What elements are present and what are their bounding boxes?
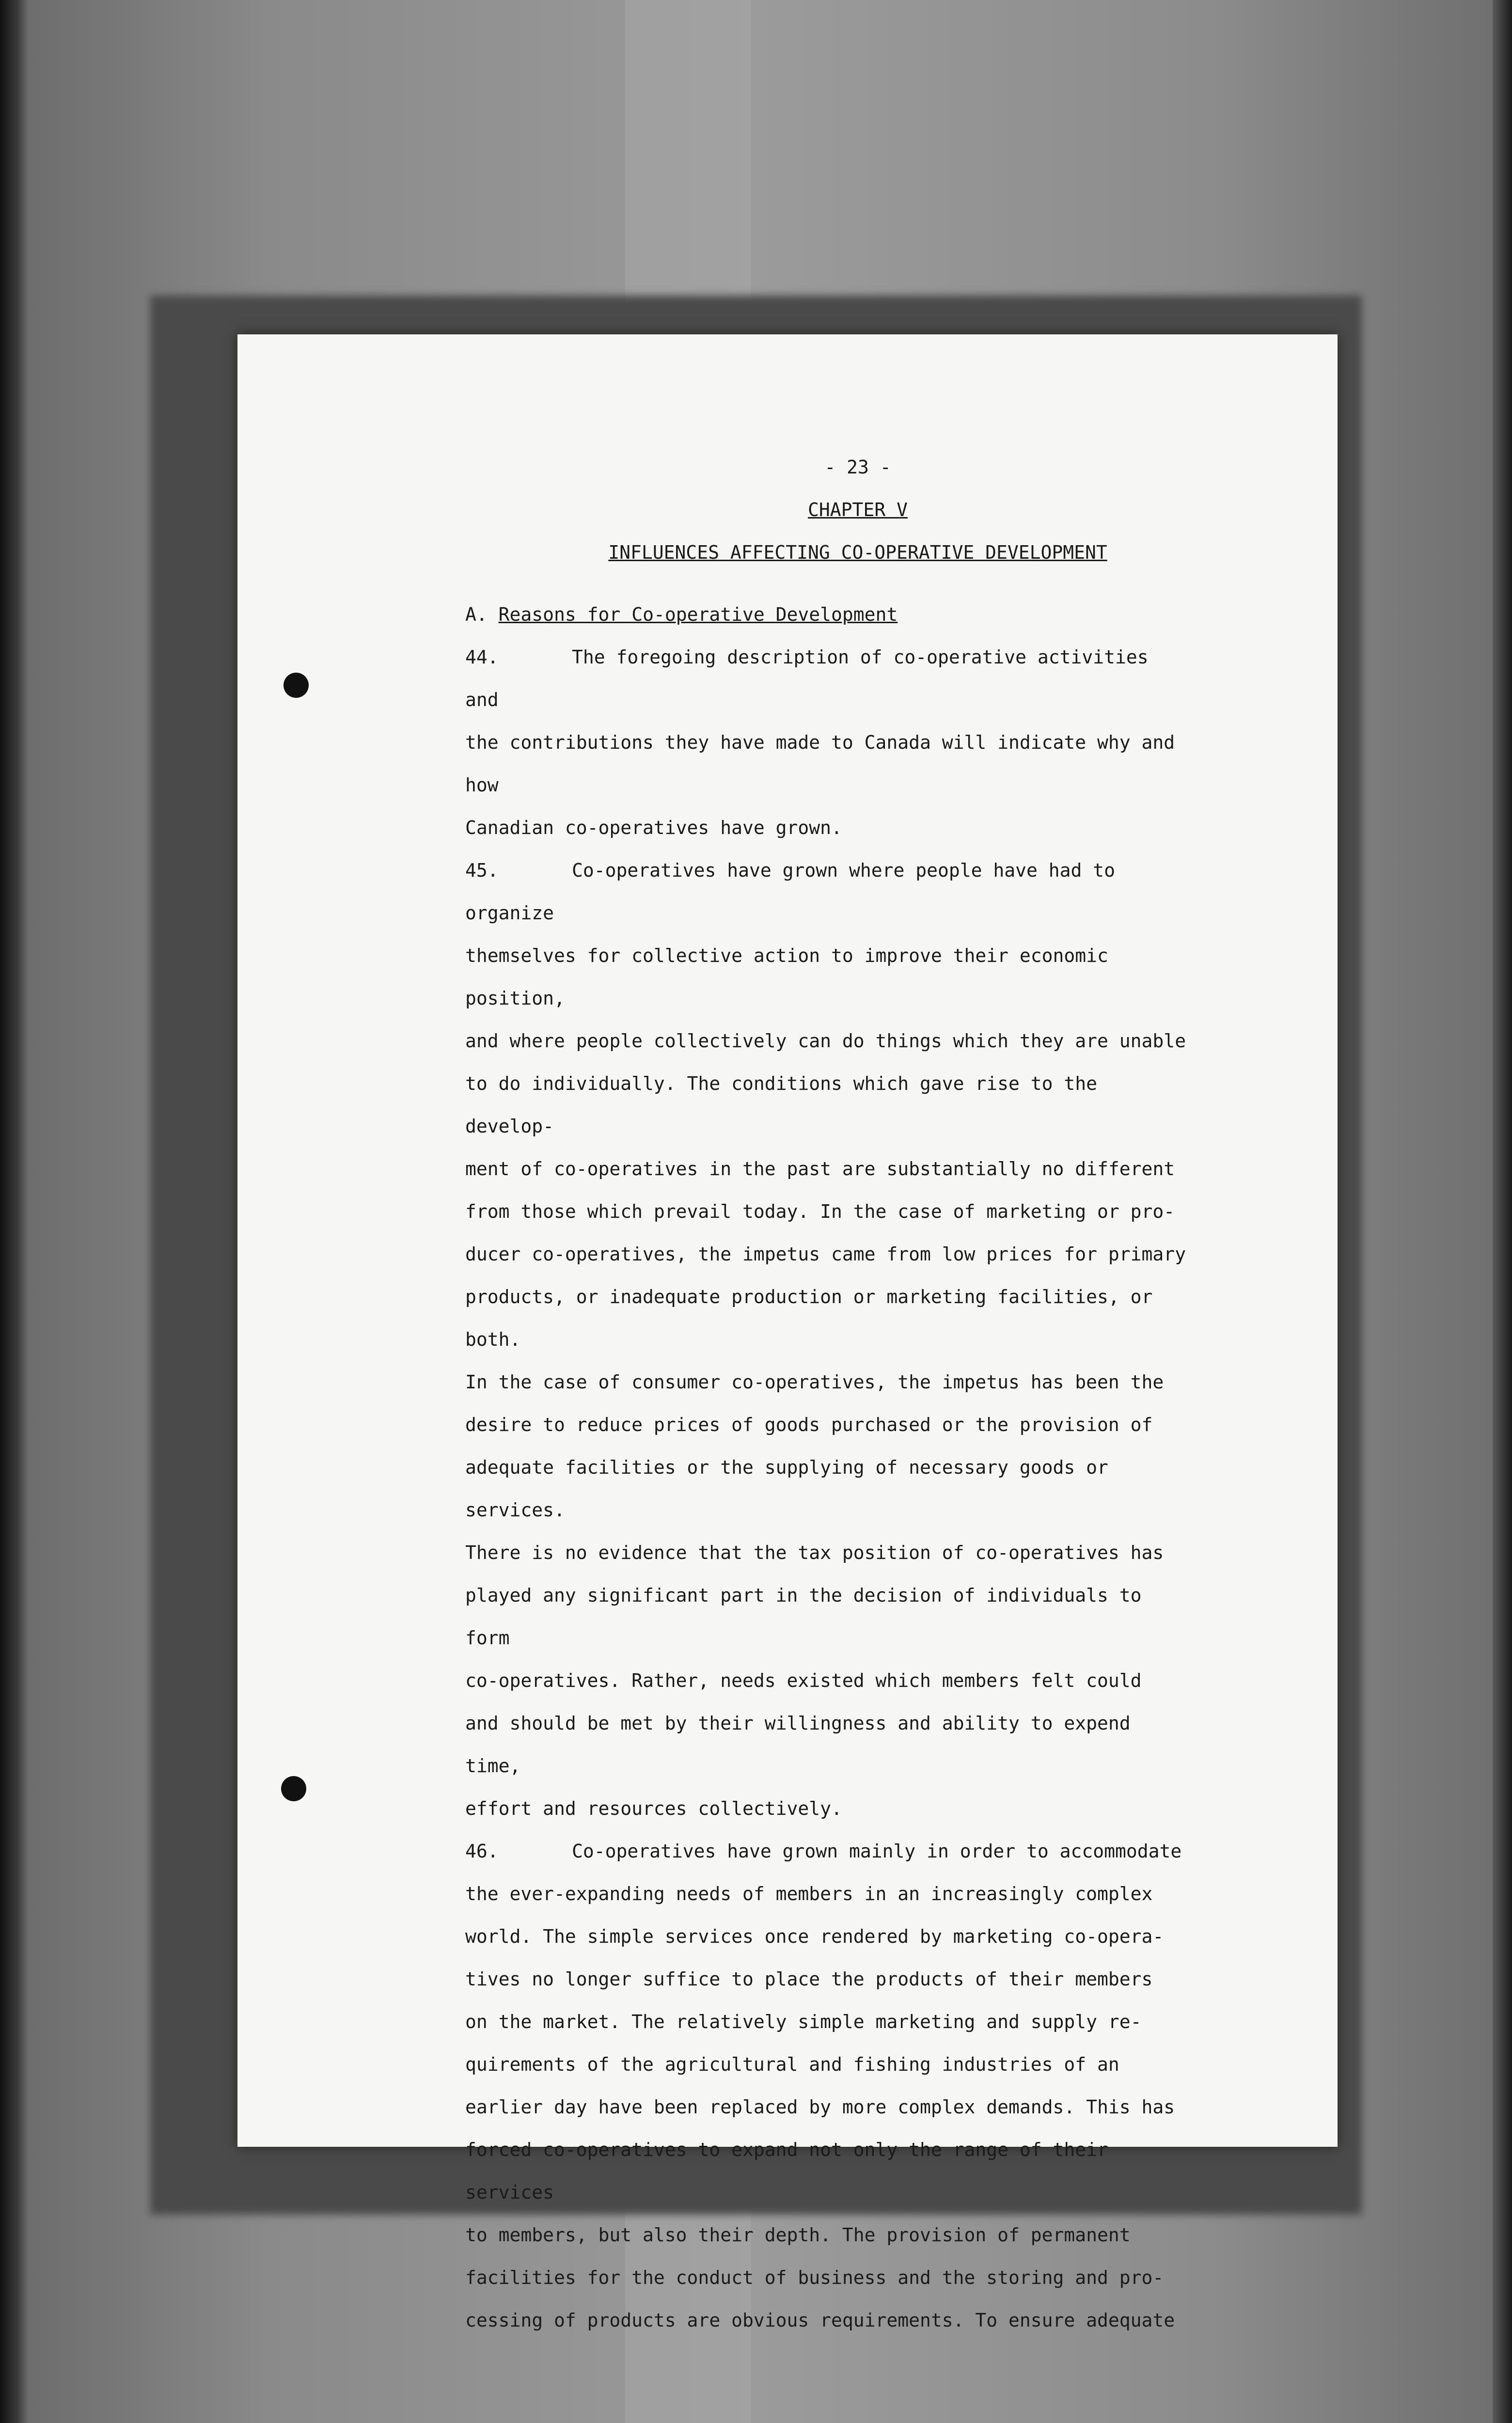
section-heading (465, 593, 1192, 636)
paragraph-number: 45. (465, 860, 499, 881)
paragraph-number: 44. (465, 646, 499, 668)
paragraph-line: adequate facilities or the supplying of necessary goods or services. (465, 1457, 1108, 1521)
paragraph-line: ment of co-operatives in the past are substantially no different (465, 1158, 1175, 1180)
punch-hole-top (284, 673, 309, 698)
film-left-edge (0, 0, 29, 2423)
paragraph-line: ducer co-operatives, the impetus came from low prices for primary (465, 1243, 1186, 1265)
paragraph-line: effort and resources collectively. (465, 1798, 842, 1819)
paragraph-line: cessing of products are obvious requirements. To ensure adequate (465, 2310, 1175, 2331)
paragraph-line: and where people collectively can do things which they are unable (465, 1030, 1186, 1052)
paragraph-line: In the case of consumer co-operatives, the impetus has been the (465, 1371, 1164, 1393)
paragraph-number: 46. (465, 1841, 499, 1862)
paragraph-line: to do individually. The conditions which gave rise to the develop- (465, 1073, 1098, 1137)
paragraph-45 (465, 849, 1192, 1830)
paragraph-line: forced co-operatives to expand not only the range of their services (465, 2139, 1108, 2203)
chapter-title: INFLUENCES AFFECTING CO-OPERATIVE DEVELOPMENT (608, 542, 1107, 563)
punch-hole-bottom (281, 1776, 306, 1801)
paragraph-line: co-operatives. Rather, needs existed which members felt could (465, 1670, 1142, 1691)
typed-text (465, 446, 1192, 2342)
paragraph-line: the ever-expanding needs of members in an increasingly complex (465, 1883, 1153, 1904)
paragraph-line: tives no longer suffice to place the products of their members (465, 1968, 1153, 1990)
paragraph-46 (465, 1830, 1192, 2342)
page-number: - 23 - (824, 456, 891, 478)
paragraph-line: Co-operatives have grown where people have had to organize (465, 860, 1116, 924)
paragraph-line: from those which prevail today. In the case of marketing or pro- (465, 1201, 1175, 1222)
paragraph-line: played any significant part in the decision of individuals to form (465, 1585, 1142, 1649)
film-right-edge (1493, 0, 1512, 2423)
paragraph-44 (465, 636, 1192, 849)
paragraph-line: the contributions they have made to Canada will indicate why and how (465, 732, 1175, 796)
paragraph-line: There is no evidence that the tax position of co-operatives has (465, 1542, 1164, 1563)
paragraph-line: desire to reduce prices of goods purchased or the provision of (465, 1414, 1153, 1435)
paragraph-line: on the market. The relatively simple marketing and supply re- (465, 2011, 1142, 2032)
section-title: Reasons for Co-operative Development (498, 604, 898, 625)
paragraph-line: quirements of the agricultural and fishing industries of an (465, 2054, 1119, 2075)
paragraph-line: Co-operatives have grown mainly in order to accommodate (572, 1841, 1182, 1862)
paragraph-line: earlier day have been replaced by more complex demands. This has (465, 2096, 1175, 2118)
paragraph-line: products, or inadequate production or marketing facilities, or both. (465, 1286, 1153, 1350)
paragraph-line: world. The simple services once rendered by marketing co-opera- (465, 1926, 1164, 1947)
section-letter: A. (465, 604, 488, 625)
paragraph-line: Canadian co-operatives have grown. (465, 817, 842, 838)
paragraph-line: to members, but also their depth. The provision of permanent (465, 2224, 1131, 2246)
paragraph-line: and should be met by their willingness and ability to expend time, (465, 1713, 1131, 1777)
paragraph-line: The foregoing description of co-operative activities and (465, 646, 1149, 710)
paragraph-line: facilities for the conduct of business and the storing and pro- (465, 2267, 1164, 2288)
paragraph-line: themselves for collective action to improve their economic position, (465, 945, 1108, 1009)
chapter-heading: CHAPTER V (808, 499, 908, 520)
